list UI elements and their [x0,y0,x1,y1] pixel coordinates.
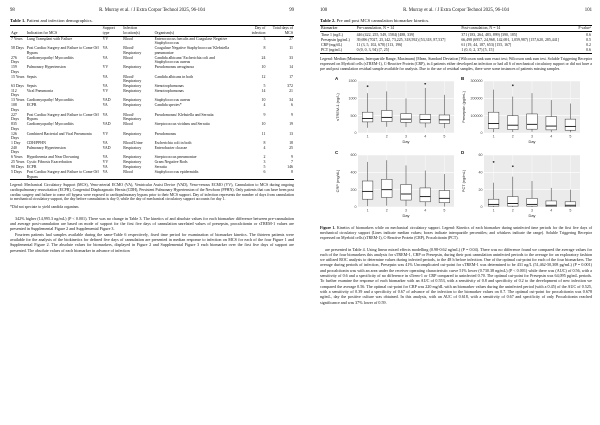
x-tick-label: 1 [366,134,369,139]
table-cell: VV [102,88,109,93]
table-cell: Respiratory [123,98,142,103]
table-cell: VV [102,131,109,136]
table-cell: Staphylococcus epidermidis [154,170,199,175]
table-cell: Blood [123,170,133,175]
table-cell: Respiratory [123,103,142,108]
table-cell: 14 [261,88,266,93]
y-tick-label: 200 [350,188,357,193]
y-tick-label: 200000 [470,96,483,101]
table-cell: 372 [287,84,293,89]
table-cell: 21 [289,88,293,93]
table-cell: 2 [263,155,266,160]
table-row [10,103,294,112]
col-header: Biomarker [321,26,338,31]
box-iqr [362,181,373,199]
table-cell: 0.6 [586,48,591,53]
table-cell: 11 [261,131,266,136]
y-tick-label: 500 [350,114,357,119]
table-cell: 18 [289,141,293,146]
table-row [10,74,294,83]
table-cell: Candida albicans/ Escherichia coli and Staphylococcus aureus [154,55,215,65]
table-cell: 6 [263,170,266,175]
table-cell: 5 Days [11,170,22,175]
table-cell: VA [102,46,108,51]
x-tick-label: 5 [569,208,572,213]
table1-title: Patient and infection demographics. [26,18,93,23]
table-cell: 8 [291,170,293,175]
table-cell: Respiratory [123,155,142,160]
table-row [320,48,592,54]
table-cell: Combined Bacterial and Viral Pneumonia [26,131,92,136]
table-cell: Respiratory [123,160,142,165]
table-cell: CRP (mg/dL) [321,43,343,48]
table-cell: 12 [261,74,266,79]
table-cell: Enterococcus faecalis and Coagulase Negative Staphylococcus [154,36,228,46]
table-cell: Enterobacter cloacae [154,145,188,150]
table-cell: VAD [102,145,111,150]
table-cell: Hypothermia and Near Drowning [26,155,80,160]
y-tick-label: 0 [480,205,483,210]
table-cell: Streptococcus viridans and Serratia [154,122,210,127]
table-cell: VA [102,74,108,79]
x-tick-label: 4 [424,134,427,139]
page-number-left: 98 [10,8,15,13]
table-cell: 25 [289,145,293,150]
y-tick-label: 40 [478,170,483,175]
x-tick-label: 4 [550,134,553,139]
table-cell: Post Cardiac Surgery and Failure to Come Off Bypass [26,112,99,122]
table-cell: 10 [261,65,266,70]
table-cell: 146 [287,165,293,170]
col-header: Day of infection [251,26,266,35]
table1-header-row [10,26,294,37]
table-cell: Staphylococcus aureus [154,98,191,103]
col-header: P value¹ [578,26,591,31]
box-outlier [512,166,514,168]
table-cell: Pseudomonas [154,131,177,136]
table1-footnote-2: *Did not speciate to yield candida organism. [10,205,80,210]
table-cell: 14 [289,65,293,70]
running-title-left: R. Murray et al. / J Extra Corpor Technol 2025, 96-104 [99,8,205,13]
left-paragraph-1: 342% higher (14,995.3 ng/mL) (P < 0.001). There was no change in Table 3. The kinetics of and absolute values for each biomarker difference between pre-cannulation and average post-cannulation are based on mode of support for the first five days of cannulation unrelated values of presepsin, procalcitonin or sTREM-1 values are presented in Supplemental Figure 2 and Supplemental Figure 3. [10,215,294,232]
table1-footnote: Legend: Mechanical Circulatory Support (MCS), Veno-arterial ECMO (VA), Ventricular Assist Device (VAD), Veno-venous ECMO (VV), Cannulation to MCS during ongoing cardiopulmonary resuscitation (ECPR), Congenital Diaphragmatic Hernia (CDH), Persistent Pulmonary Hypertension of the Newborn (PPHN). Only patients that can have been post cardiac surgery and failure to come off bypass were exposed to cardiopulmonary bypass prior to their MCS support. Day of infection represents the number of days from cannulation to mechanical circulatory support, the day before cannulation is day 0, while the day of mechanical circulatory support accounts for day 1. [10,183,294,202]
x-tick-label: 1 [492,134,495,139]
table-cell: 227 Days [11,112,19,122]
table-cell: 19 [289,122,293,127]
table-cell: 11 (3, 5, 102, 678) [113, 196] [356,43,403,48]
box-iqr [546,201,557,207]
table-cell: Blood/ Respiratory [123,112,142,122]
table-cell: 0.6 [586,32,591,37]
panel-letter: C [335,150,339,156]
table-row [10,46,294,55]
table2-footnote: Legend: Median (Minimum, Interquartile Range, Maximum) [Mean, Standard Deviation] Wilcoxon rank sum exact test; Wilcoxon rank sum test. Soluble Triggering Receptor expressed on Myeloid cells (sTREM-1), C-Reactive Protein (CRP), in 4 patients either developed an infection or had all 6 of mechanical circulatory support or did not have a pre and post cannulation residual sample available for analysis. Due to the use of residual samples, there were some instances of patients missing samples. [320,57,592,71]
table-cell: Sepsis [26,74,37,79]
box-outlier [512,85,514,87]
table-cell: Respiratory [123,84,142,89]
figure1-boxplots [334,75,584,223]
box-outlier [424,83,426,85]
table-cell: VA [102,170,108,175]
x-tick-label: 3 [405,208,407,213]
x-tick-label: 3 [531,134,533,139]
table-cell: Blood [123,122,133,127]
col-header: Indication for MCS [26,30,58,35]
table-row [10,65,294,74]
panel-letter: A [335,76,339,82]
y-tick-label: 0 [480,131,483,136]
box-iqr [508,197,519,207]
table-cell: Blood [123,36,133,41]
table-cell: 371 (183, 264, 483, 899) [390, 185] [461,32,518,37]
table-cell: 7 Years [11,36,23,41]
table-cell: 6 [291,103,293,108]
table-cell: 8 [263,141,266,146]
y-tick-label: 300000 [470,79,483,84]
y-tick-label: 60 [478,153,483,158]
box-outlier [493,161,495,163]
box-iqr [439,191,450,203]
col-header: Support type [102,26,115,35]
table-cell: VA [102,112,108,117]
table-cell: 0 (0, 0, 3, 94) [7, 25] [356,48,389,53]
table-cell: VV [102,65,109,70]
table-cell: Viral Pneumonia [26,88,53,93]
x-axis-label: Day [528,213,536,219]
table-cell: 240 Days [11,145,19,155]
table-cell: Cardiomyopathy/ Myocarditis [26,55,74,60]
running-header-left [10,8,294,13]
table-row [10,36,294,46]
x-tick-label: 3 [531,208,533,213]
table-cell: 5 [263,84,266,89]
table-cell: 13 [289,131,293,136]
box-iqr [382,180,393,198]
x-axis-label: Day [402,213,410,219]
y-axis-label: PCT (ng/mL) [461,170,466,193]
table-row [10,131,294,140]
table-cell: 17 [289,74,293,79]
table-cell: Blood/ Respiratory [123,74,142,84]
table-cell: VA [102,55,108,60]
x-axis-label: Day [528,139,536,145]
table-cell: ECPR [26,165,37,170]
table1-label: Table 1. [10,18,26,23]
table-cell: Candida albicans in both [154,74,194,79]
x-tick-label: 2 [511,208,514,213]
col-header: Pre-cannulation, N = 14 [356,26,394,31]
x-tick-label: 4 [550,208,553,213]
table-cell: VA [102,155,108,160]
x-tick-label: 1 [366,208,369,213]
y-tick-label: 1500 [348,79,357,84]
table-cell: 13 Years [11,98,25,103]
x-tick-label: 4 [424,208,427,213]
table-cell: 61 (19, 44, 187, 653) [155, 167] [461,43,512,48]
table-cell: 27 [289,36,293,41]
y-tick-label: 0 [354,205,357,210]
table-cell: 5 [263,165,266,170]
table-cell: Blood [123,55,133,60]
table-cell: Post Cardiac Surgery and Failure to Come Off Bypass [26,46,99,55]
table-cell: 39,696 (7027, 25,142, 73,225, 318,592) [53,318, 87,537] [356,37,446,42]
table-cell: CDH/PPHN [26,141,46,146]
table-cell: 108 Days [11,103,19,112]
box-iqr [565,120,576,131]
table-row [10,146,294,155]
box-iqr [420,115,431,124]
table-cell: Candida species* [154,103,182,108]
table-cell: 25 Years [11,160,25,165]
x-tick-label: 2 [511,134,514,139]
box-iqr [401,185,412,201]
table1 [10,25,294,180]
table-cell: Escherichia coli in both [154,141,192,146]
col-header: Age [11,30,18,35]
table-cell: 3 [263,36,266,41]
table-cell: 24 [261,55,266,60]
table-row [10,113,294,122]
table-cell: 112 Days [11,88,19,98]
page-side-right: 101 [584,8,592,13]
page-number-right: 100 [320,8,328,13]
table-row [10,56,294,65]
running-title-right: R. Murray et al. / J Extra Corpor Technol 2025, 96-104 [403,8,509,13]
table-cell: Sepsis [26,84,37,89]
figure1-caption-text: Kinetics of biomarkers while on mechanical circulatory support. Legend: Kinetics of each biomarker during uninfected time periods for the first five days of mechanical circulatory support (Lines indicate median values; boxes indicate interquartile percentiles; and whiskers indicate the range). Soluble Triggering Receptor expressed on Myeloid cells (sTREM-1), C-Reactive Protein (CRP), Procalcitonin (PCT). [320,226,593,240]
table-cell: 8 [263,46,266,51]
box-outlier [367,86,369,88]
table-cell: VA [102,103,108,108]
table2 [320,25,592,54]
table-cell: VA [102,165,108,170]
table-row [10,122,294,131]
table-cell: VAD [102,98,111,103]
table-cell: Stenotrophomonas [154,84,184,89]
col-header: Post-cannulation, N = 14 [461,26,501,31]
page-side-left: 99 [289,8,294,13]
box-iqr [382,111,393,122]
col-header: Total days of MCS [272,26,293,35]
table-cell: 3 [263,160,266,165]
right-page [300,0,600,425]
table-cell: Cardiomyopathy/ Myocarditis [26,98,74,103]
table-cell: 66,498 (6957, 24,968, 142,691, 1,059,987) [157,620, 285,441] [461,37,559,42]
table-cell: 90 Days [11,165,24,170]
table-cell: 0.2 [586,43,591,48]
table-cell: 9 [263,112,266,117]
table-cell: Cardiomyopathy/ Myocarditis [26,122,74,127]
x-tick-label: 1 [492,208,495,213]
table-cell: Presepsin (pg/mL) [321,37,350,42]
table-cell: 63 Days [11,84,24,89]
y-axis-label: Presepsin (pg/mL) [461,91,466,124]
table-cell: 1 Day [11,141,21,146]
table-cell: VA [102,141,108,146]
box-iqr [420,188,431,202]
x-tick-label: 5 [569,134,572,139]
table-cell: Stenotrophomonas [154,88,184,93]
box-iqr [508,116,519,130]
table-cell: VAD [102,122,111,127]
table-row [10,89,294,98]
x-tick-label: 5 [443,208,446,213]
box-iqr [401,114,412,123]
table1-body [10,36,294,180]
table-cell: PCT (ng/mL) [321,48,343,53]
table-cell: 835 Days [11,122,19,131]
y-tick-label: 20 [478,188,483,193]
right-body-text [320,247,592,305]
table-cell: 58 Days [11,46,24,51]
box-iqr [488,200,499,207]
table-cell: Gram Negative Rods [154,160,188,165]
running-header-right [320,8,592,13]
table-cell: Pulmonary Hypertension [26,145,66,150]
table-cell: 9 [291,112,293,117]
table-cell: 11 [289,46,293,51]
box-iqr [488,113,499,129]
y-axis-label: CRP (mg/dL) [335,170,340,193]
x-tick-label: 2 [385,134,388,139]
y-tick-label: 1000 [348,96,357,101]
panel-letter: B [461,76,465,82]
table-cell: VA [102,84,108,89]
box-iqr [565,202,576,207]
left-paragraph-2: Fourteen patients had samples available during the same-Table 6 respectively, fixed time period for examination of biomarker kinetics. The thirteen patients were available for the analysis of the biokinetics for defined five days of cannulation are presented in median response to infection on MCS for each of the four Figure 1 and Supplemental Figure 2. The absolute values for biomarkers, displayed in Figure 2 and Supplemental Figure 3 each biomarker over the first five days of support are presented. The absolute values of each biomarker in advance of infection [10,231,294,253]
y-axis-label: sTREM-1 (ng/L) [335,93,340,122]
table-cell: Streptococcus pneumoniae [154,155,197,160]
table-cell: 6 Years [11,155,23,160]
table-cell: 7 [291,160,293,165]
table1-caption [10,18,294,23]
box-iqr [362,113,373,123]
table-cell: Post Cardiac Surgery and Failure to Come Off Bypass [26,170,99,179]
x-tick-label: 2 [385,208,388,213]
table-cell: Serratia [154,165,167,170]
figure1-caption [320,226,592,240]
panel-letter: D [461,150,465,156]
right-paragraph-1: are presented in Table 4. Using linear mixed effects modelling (0.98-0.62 ng/mL) (P = 0.04). There was no difference found we compared the average values for each of the four biomarkers this analysis for sTREM-1, CRP or Presepsin, during their post cannulation uninfected periods to the average for an exploratory fashion we utilized ROC analysis to determine values during infected periods, to the 48 h before infection. One of the optimal cut-point for each of the four biomarkers. The average during periods of infection, Presepsin was 41% Uncomplicated cut-point for sTREM-1 was determined to be 431 ng/L (51,462-50,308 pg/mL) (P = 0.001) and procalcitonin was with an area under the receiver operating characteristic curve 51% lower (0.730.38 ng/mL) (P < 0.001) while there was (AUC) of 0.56, with a sensitivity of 0.6 and a specificity of no difference in sTrem-1 or CRP compared to uninfected 0.70. The optimal cut-point for Presepsin was 64,095 pg/mL periods. To further examine the response of each biomarker with an AUC of 0.553, with a sensitivity of 0.8 and specificity of 0.2 to the development of new infection we compared the average 0.56. The optimal cut-point for CRP was 220 mg/dL with an biomarker values during the uninfected period (with a 0.45) of the AUC of 0.525, with a sensitivity of 0.39 and a specificity of 0.67 of advance of the infection to the biomarker values on 0.7. The optimal cut-point for procalcitonin was 0.678 ng/mL, day the positive culture was obtained. In this analysis, with an AUC of 0.618, with a sensitivity of 0.67 and specificity of only Procalcitonin reached significance and was 37% lower of 0.59. [320,246,592,305]
figure1-label: Figure 1. [320,226,336,231]
x-tick-label: 3 [405,134,407,139]
x-axis-label: Day [402,139,410,145]
col-header: Infection location(s) [123,26,140,35]
col-header: Organism(s) [154,30,175,35]
table-cell: Blood/ Respiratory [123,46,142,55]
table-cell: Coagulase Negative Staphylococcus/ Klebsiella pneumoniae [154,46,230,55]
table-cell: Lung Transplant with Failure [26,36,73,41]
table-cell: 446 (422, 255, 549, 1584) [488, 339] [356,32,415,37]
table2-caption [320,18,592,23]
y-tick-label: 400 [350,170,357,175]
table-cell: VV [102,36,109,41]
table-cell: Pulmonary Hypertension [26,65,66,70]
box-iqr [546,117,557,130]
table-cell: Time 1 (ng/L) [321,32,343,37]
table-row [10,170,294,180]
table-cell: 33 [289,55,293,60]
table-cell: Pseudomonas aeruginosa [154,65,194,70]
table-cell: 0.5 [586,37,591,42]
table2-title: Pre and post MCS cannulation biomarker kinetics. [336,18,430,23]
table-cell: Respiratory [123,65,142,70]
table2-label: Table 2. [320,18,336,23]
table-cell: ECPR [26,103,37,108]
table-cell: 126 Days [11,131,19,141]
box-iqr [439,115,450,123]
table-cell: VV [102,160,109,165]
table-cell: 10 [261,122,266,127]
table-cell: 10 [261,98,266,103]
table-cell: Pseudomonas/ Klebsiella and Serratia [154,112,214,117]
table-cell: Blood/Urine [123,141,143,146]
table-cell: Respiratory [123,145,142,150]
table-cell: 276 Days [11,55,19,65]
table-cell: Respiratory [123,165,142,170]
left-body-text [10,216,294,253]
table2-body [320,32,592,54]
table-cell: 34 [289,98,293,103]
table-cell: Cystic Fibrosis Exacerbation [26,160,72,165]
table-cell: Respiratory [123,131,142,136]
table-cell: 159 Days [11,65,19,74]
table-cell: 1 (0, 0, 2, 37) [5, 15] [461,48,494,53]
table-cell: Respiratory [123,88,142,93]
table-cell: 9 [291,155,293,160]
table-cell: 4 [263,145,266,150]
box-iqr [527,114,538,129]
x-tick-label: 5 [443,134,446,139]
y-tick-label: 600 [350,153,357,158]
y-tick-label: 0 [354,131,357,136]
y-tick-label: 100000 [470,114,483,119]
box-iqr [527,199,538,207]
table-cell: 15 Years [11,74,25,79]
table-cell: 4 [263,103,266,108]
